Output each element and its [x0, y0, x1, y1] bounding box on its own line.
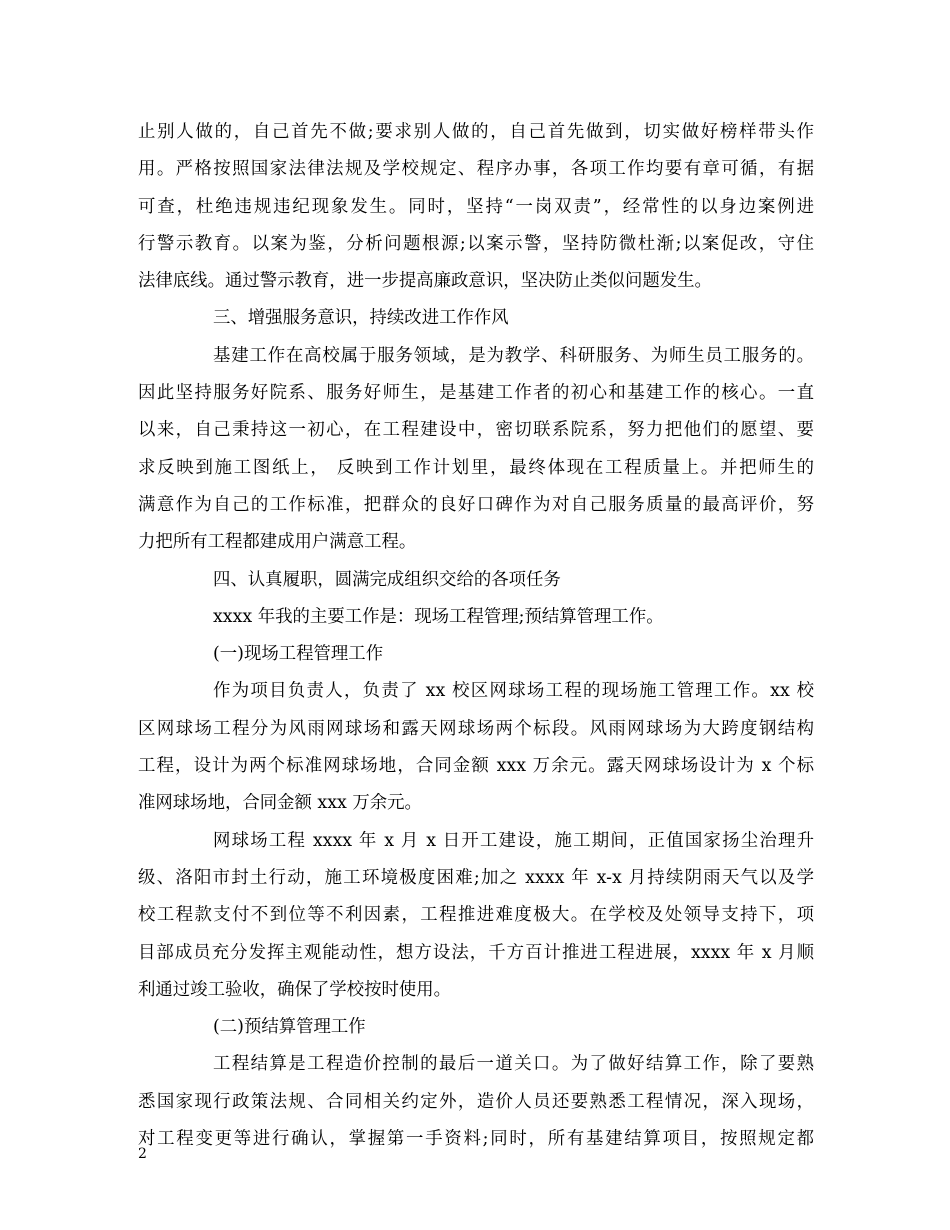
text-line-10: 求反映到施工图纸上， 反映到工作计划里，最终体现在工程质量上。并把师生的: [138, 457, 814, 478]
text-line-26: 工程结算是工程造价控制的最后一道关口。为了做好结算工作，除了要熟: [213, 1054, 814, 1075]
text-line-11: 满意作为自己的工作标准，把群众的良好口碑作为对自己服务质量的最高评价，努: [138, 494, 814, 515]
text-line-16: 作为项目负责人，负责了 xx 校区网球场工程的现场施工管理工作。xx 校: [213, 681, 814, 702]
text-line-22: 校工程款支付不到位等不利因素，工程推进难度极大。在学校及处领导支持下，项: [138, 905, 814, 926]
text-line-17: 区网球场工程分为风雨网球场和露天网球场两个标段。风雨网球场为大跨度钢结构: [138, 718, 814, 739]
section-heading-4: 四、认真履职，圆满完成组织交给的各项任务: [213, 569, 561, 590]
text-line-7: 基建工作在高校属于服务领域，是为教学、科研服务、为师生员工服务的。: [213, 345, 814, 366]
text-line-5: 法律底线。通过警示教育，进一步提高廉政意识，坚决防止类似问题发生。: [138, 271, 712, 292]
text-line-4: 行警示教育。以案为鉴，分析问题根源;以案示警，坚持防微杜渐;以案促改，守住: [138, 233, 814, 254]
text-line-18: 工程，设计为两个标准网球场地，合同金额 xxx 万余元。露天网球场设计为 x 个标: [138, 756, 814, 777]
text-line-14: xxxx 年我的主要工作是：现场工程管理;预结算管理工作。: [213, 606, 664, 627]
text-line-21: 级、洛阳市封土行动，施工环境极度困难;加之 xxxx 年 x-x 月持续阴雨天气以及学: [138, 867, 814, 888]
text-line-1: 止别人做的，自己首先不做;要求别人做的，自己首先做到，切实做好榜样带头作: [138, 122, 814, 142]
text-line-3: 可查，杜绝违规违纪现象发生。同时，坚持“一岗双责”，经常性的以身边案例进: [138, 196, 814, 217]
text-line-9: 以来，自己秉持这一初心，在工程建设中，密切联系院系，努力把他们的愿望、要: [138, 420, 814, 441]
subsection-heading-1: (一)现场工程管理工作: [213, 644, 384, 665]
text-line-27: 悉国家现行政策法规、合同相关约定外，造价人员还要熟悉工程情况，深入现场，: [138, 1091, 814, 1112]
subsection-heading-2: (二)预结算管理工作: [213, 1017, 366, 1038]
text-line-20: 网球场工程 xxxx 年 x 月 x 日开工建设，施工期间，正值国家扬尘治理升: [213, 830, 814, 851]
document-body: [138, 114, 814, 1158]
text-line-24: 利通过竣工验收，确保了学校按时使用。: [138, 979, 452, 1000]
text-line-8: 因此坚持服务好院系、服务好师生，是基建工作者的初心和基建工作的核心。一直: [138, 383, 814, 404]
text-line-28: 对工程变更等进行确认，掌握第一手资料;同时，所有基建结算项目，按照规定都: [138, 1129, 814, 1150]
text-line-2: 用。严格按照国家法律法规及学校规定、程序办事，各项工作均要有章可循，有据: [138, 159, 814, 180]
page-number: 2: [138, 1146, 147, 1162]
text-line-23: 目部成员充分发挥主观能动性，想方设法，千方百计推进工程进展，xxxx 年 x 月顺: [138, 942, 814, 963]
section-heading-3: 三、增强服务意识，持续改进工作作风: [213, 308, 509, 329]
text-line-12: 力把所有工程都建成用户满意工程。: [138, 532, 417, 553]
text-line-19: 准网球场地，合同金额 xxx 万余元。: [138, 793, 422, 814]
